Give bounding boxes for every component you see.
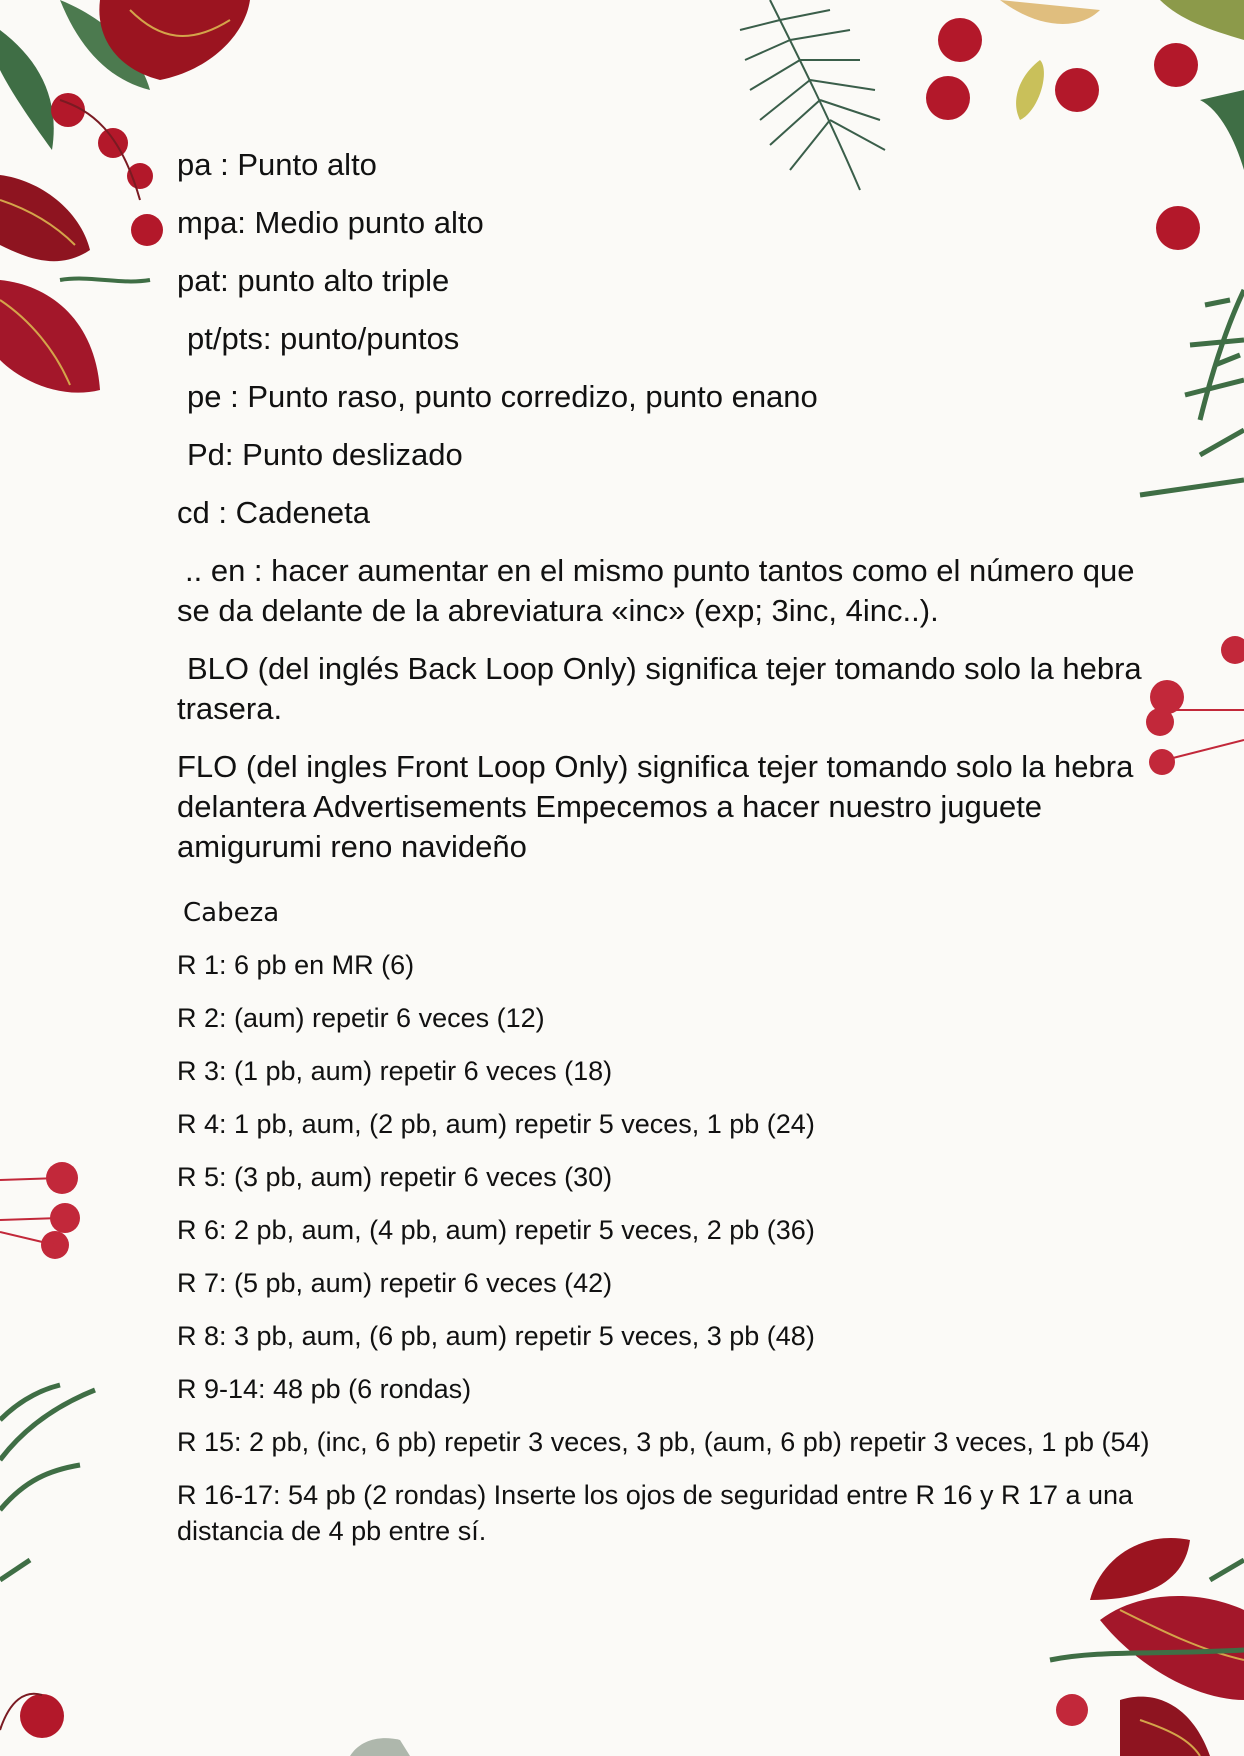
abbreviation-item: Pd: Punto deslizado [187, 437, 463, 472]
berry-icon [98, 128, 128, 158]
round-item: R 16-17: 54 pb (2 rondas) Inserte los ojos de seguridad entre R 16 y R 17 a una distancia de 4 pb entre sí. [177, 1480, 1134, 1546]
pattern-content [177, 145, 1167, 1549]
abbreviation-item: pa : Punto alto [177, 147, 377, 182]
abbreviation-item: pt/pts: punto/puntos [187, 321, 460, 356]
abbreviation-item: mpa: Medio punto alto [177, 205, 484, 240]
round-item: R 5: (3 pb, aum) repetir 6 veces (30) [177, 1162, 613, 1192]
round-item: R 2: (aum) repetir 6 veces (12) [177, 1003, 545, 1033]
round-item: R 15: 2 pb, (inc, 6 pb) repetir 3 veces, 3 pb, (aum, 6 pb) repetir 3 veces, 1 pb (54) [177, 1427, 1150, 1457]
berry-icon [1055, 68, 1099, 112]
berry-icon [131, 214, 163, 246]
leaf-sprig-icon [0, 1385, 95, 1580]
round-item: R 9-14: 48 pb (6 rondas) [177, 1374, 472, 1404]
berry-icon [46, 1162, 78, 1194]
round-item: R 6: 2 pb, aum, (4 pb, aum) repetir 5 veces, 2 pb (36) [177, 1215, 815, 1245]
berry-icon [50, 1203, 80, 1233]
berry-icon [926, 76, 970, 120]
round-item: R 8: 3 pb, aum, (6 pb, aum) repetir 5 veces, 3 pb (48) [177, 1321, 815, 1351]
flo-note: FLO (del ingles Front Loop Only) significa tejer tomando solo la hebra delantera Advertisements Empecemos a hacer nuestro juguete amigurumi reno navideño [177, 749, 1134, 864]
round-item: R 1: 6 pb en MR (6) [177, 950, 415, 980]
abbreviation-item: pat: punto alto triple [177, 263, 450, 298]
holly-leaf-icon [60, 0, 150, 90]
poinsettia-icon [0, 175, 90, 261]
berry-icon [51, 93, 85, 127]
round-item: R 4: 1 pb, aum, (2 pb, aum) repetir 5 veces, 1 pb (24) [177, 1109, 815, 1139]
berry-icon [127, 163, 153, 189]
berry-icon [41, 1231, 69, 1259]
abbreviation-item: cd : Cadeneta [177, 495, 371, 530]
poinsettia-icon [0, 280, 100, 393]
berry-icon [1221, 636, 1244, 664]
round-item: R 7: (5 pb, aum) repetir 6 veces (42) [177, 1268, 613, 1298]
berry-icon [20, 1694, 64, 1738]
inc-note: .. en : hacer aumentar en el mismo punto tantos como el número que se da delante de la abreviatura «inc» (exp; 3inc, 4inc..). [177, 553, 1135, 628]
poinsettia-icon [1120, 1697, 1210, 1756]
blo-note: BLO (del inglés Back Loop Only) significa tejer tomando solo la hebra trasera. [177, 651, 1142, 726]
round-item: R 3: (1 pb, aum) repetir 6 veces (18) [177, 1056, 613, 1086]
berry-icon [1154, 43, 1198, 87]
poinsettia-icon [1100, 1596, 1244, 1700]
berry-icon [1056, 1694, 1088, 1726]
rounds-list [177, 947, 1167, 1549]
holly-leaf-icon [0, 30, 54, 150]
poinsettia-icon [99, 0, 250, 80]
berry-icon [938, 18, 982, 62]
abbreviation-item: pe : Punto raso, punto corredizo, punto enano [187, 379, 818, 414]
section-title: Cabeza [183, 898, 280, 928]
